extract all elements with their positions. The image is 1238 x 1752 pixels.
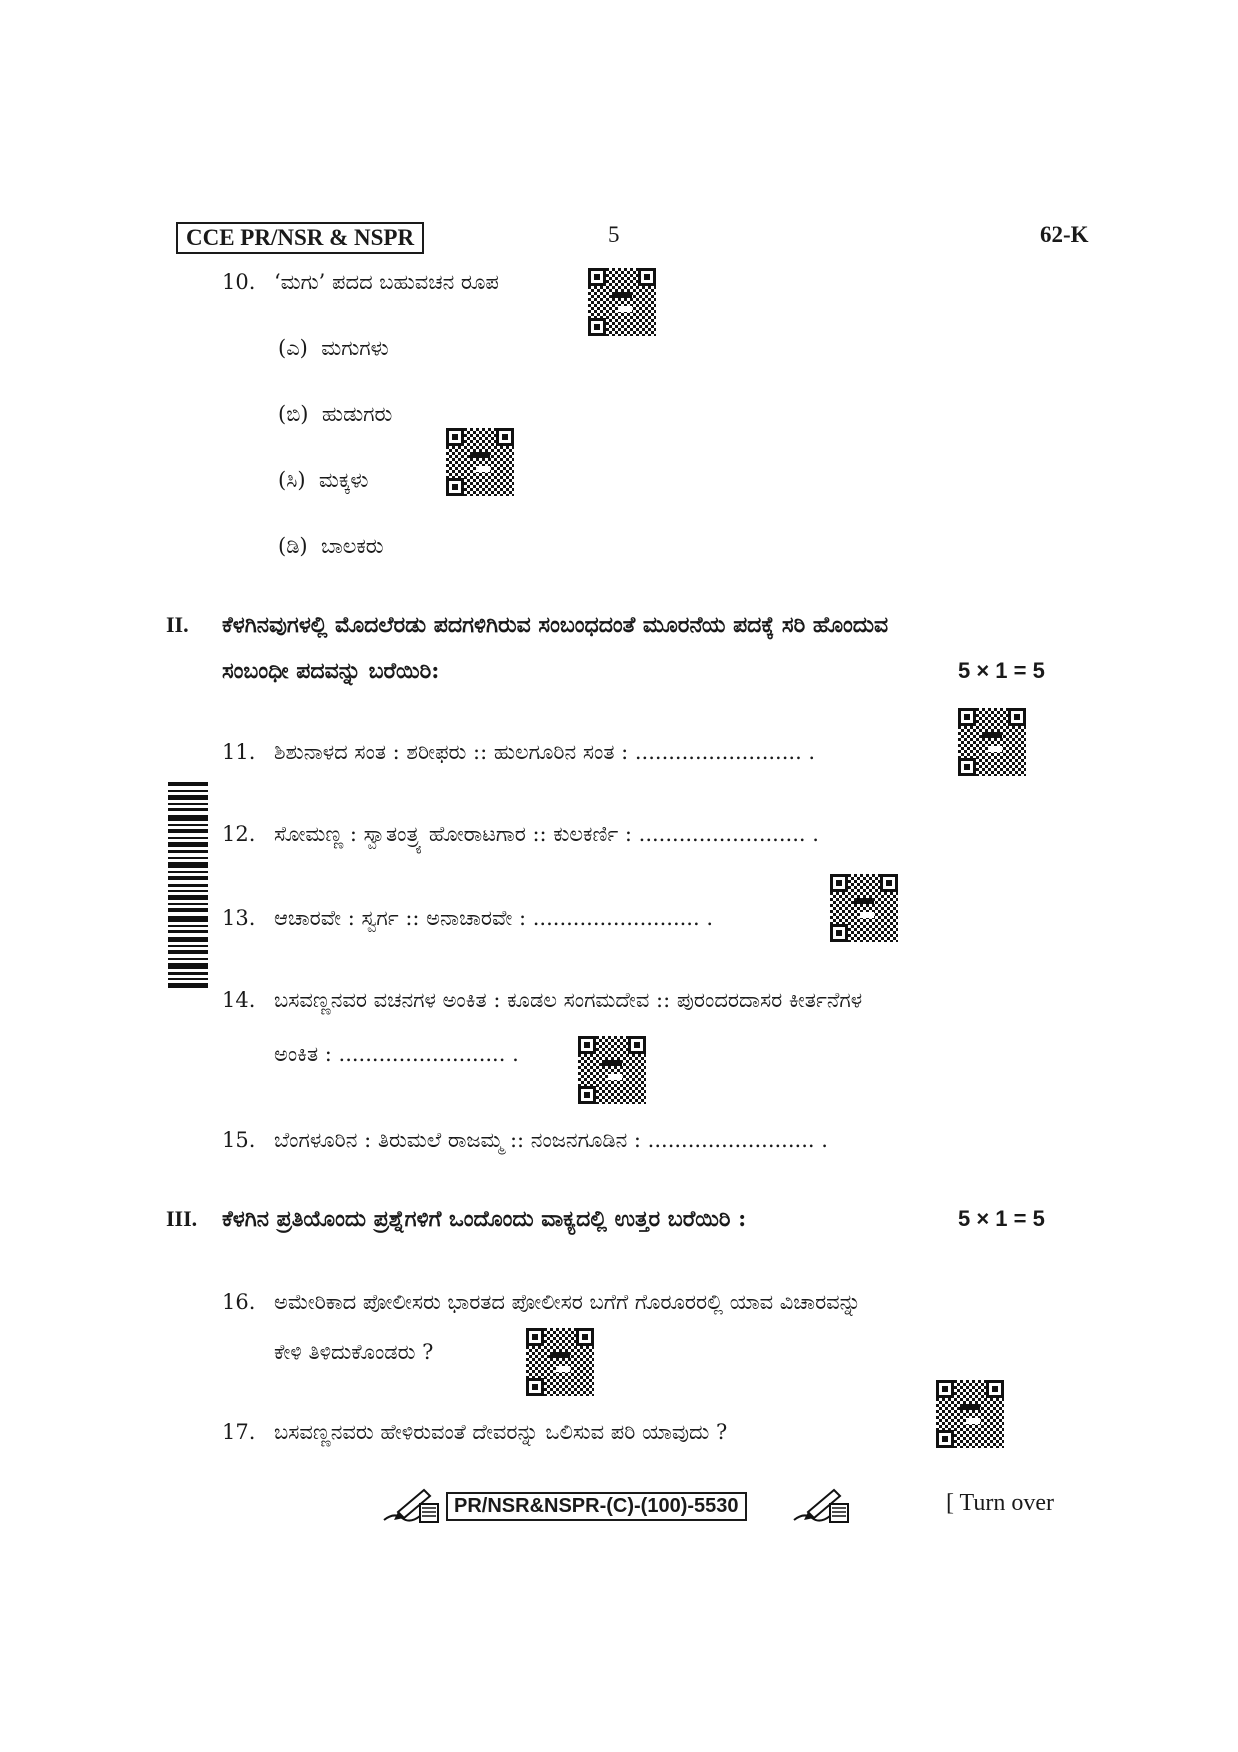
question-number: 12. [222, 822, 256, 846]
question-12 [222, 822, 819, 847]
question-15 [222, 1128, 828, 1153]
option-text: ಬಾಲಕರು [320, 534, 384, 558]
option-text: ಮಗುಗಳು [321, 336, 389, 360]
qr-code-icon [578, 1036, 646, 1104]
question-text: ಬಸವಣ್ಣನವರು ಹೇಳಿರುವಂತೆ ದೇವರನ್ನು ಒಲಿಸುವ ಪರಿ ಯಾವುದು ? [274, 1420, 728, 1444]
question-text: ಸೋಮಣ್ಣ : ಸ್ವಾತಂತ್ರ್ಯ ಹೋರಾಟಗಾರ :: ಕುಲಕರ್ಣಿ : ......................... . [274, 822, 819, 846]
paper-code: 62-K [1040, 222, 1089, 247]
qr-code-icon [830, 874, 898, 942]
barcode-icon [168, 782, 208, 990]
question-14 [222, 988, 862, 1013]
option-label: (ಬಿ) [278, 402, 309, 426]
section-3-instruction: ಕೆಳಗಿನ ಪ್ರತಿಯೊಂದು ಪ್ರಶ್ನೆಗಳಿಗೆ ಒಂದೊಂದು ವಾಕ್ಯದಲ್ಲಿ ಉತ್ತರ ಬರೆಯಿರಿ : [222, 1206, 747, 1232]
section-2-marks: 5 × 1 = 5 [958, 658, 1045, 683]
pen-writing-icon [380, 1486, 442, 1526]
option-d [278, 534, 384, 559]
question-17 [222, 1420, 727, 1445]
footer-code-box: PR/NSR&NSPR-(C)-(100)-5530 [446, 1492, 747, 1521]
question-text: ಬೆಂಗಳೂರಿನ : ತಿರುಮಲೆ ರಾಜಮ್ಮ :: ನಂಜನಗೂಡಿನ : ......................... . [274, 1128, 828, 1152]
section-2-numeral: II. [166, 612, 189, 637]
option-c [278, 468, 368, 493]
section-2-instruction-line2: ಸಂಬಂಧೀ ಪದವನ್ನು ಬರೆಯಿರಿ: [222, 658, 440, 684]
question-number: 10. [222, 270, 256, 294]
question-10 [222, 270, 499, 295]
option-text: ಹುಡುಗರು [321, 402, 393, 426]
turn-over-label: [ Turn over [946, 1490, 1055, 1516]
option-label: (ಸಿ) [278, 468, 306, 492]
option-a [278, 336, 389, 361]
question-text: ಅಮೇರಿಕಾದ ಪೋಲೀಸರು ಭಾರತದ ಪೋಲೀಸರ ಬಗೆಗೆ ಗೊರೂರರಲ್ಲಿ ಯಾವ ವಿಚಾರವನ್ನು [274, 1290, 861, 1314]
section-3-marks: 5 × 1 = 5 [958, 1206, 1045, 1231]
qr-code-icon [936, 1380, 1004, 1448]
section-2-instruction-line1: ಕೆಳಗಿನವುಗಳಲ್ಲಿ ಮೊದಲೆರಡು ಪದಗಳಿಗಿರುವ ಸಂಬಂಧದಂತೆ ಮೂರನೆಯ ಪದಕ್ಕೆ ಸರಿ ಹೊಂದುವ [222, 612, 889, 638]
question-16-continuation: ಕೇಳಿ ತಿಳಿದುಕೊಂಡರು ? [274, 1340, 434, 1364]
question-number: 15. [222, 1128, 256, 1152]
question-11 [222, 740, 815, 765]
question-text: ಶಿಶುನಾಳದ ಸಂತ : ಶರೀಫರು :: ಹುಲಗೂರಿನ ಸಂತ : ......................... . [274, 740, 816, 764]
exam-code-box: CCE PR/NSR & NSPR [176, 222, 424, 254]
option-label: (ಡಿ) [278, 534, 308, 558]
question-text: ಬಸವಣ್ಣನವರ ವಚನಗಳ ಅಂಕಿತ : ಕೂಡಲ ಸಂಗಮದೇವ :: ಪುರಂದರದಾಸರ ಕೀರ್ತನೆಗಳ [274, 988, 863, 1012]
question-16 [222, 1290, 861, 1315]
qr-code-icon [958, 708, 1026, 776]
option-b [278, 402, 392, 427]
question-number: 14. [222, 988, 256, 1012]
question-text: ಆಚಾರವೇ : ಸ್ವರ್ಗ :: ಅನಾಚಾರವೇ : ......................... . [274, 906, 713, 930]
question-14-continuation: ಅಂಕಿತ : ......................... . [274, 1042, 519, 1066]
pen-writing-icon [790, 1486, 852, 1526]
qr-code-icon [446, 428, 514, 496]
question-number: 16. [222, 1290, 256, 1314]
question-text: ‘ಮಗು’ ಪದದ ಬಹುವಚನ ರೂಪ [274, 270, 499, 294]
page-number: 5 [608, 222, 620, 247]
question-number: 13. [222, 906, 256, 930]
question-number: 11. [222, 740, 256, 764]
section-3-numeral: III. [166, 1206, 198, 1231]
option-label: (ಎ) [278, 336, 308, 360]
question-13 [222, 906, 713, 931]
qr-code-icon [526, 1328, 594, 1396]
qr-code-icon [588, 268, 656, 336]
option-text: ಮಕ್ಕಳು [318, 468, 369, 492]
question-number: 17. [222, 1420, 256, 1444]
